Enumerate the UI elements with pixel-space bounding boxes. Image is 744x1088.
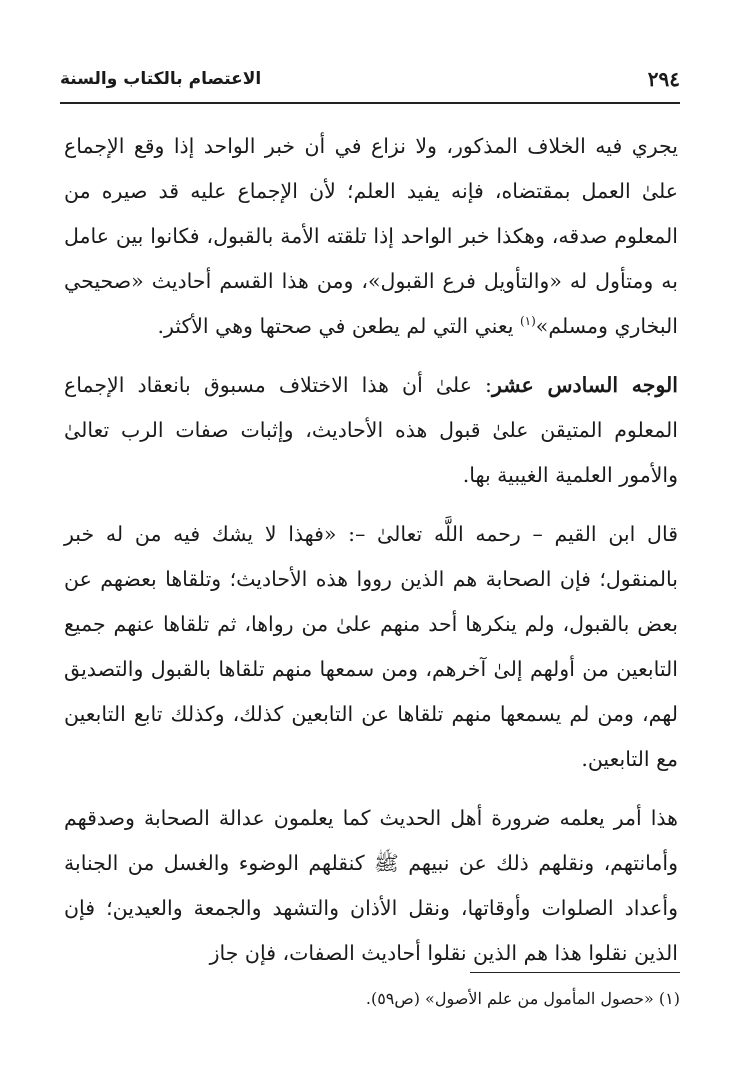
header-divider [60,102,680,104]
paragraph-2-text: : علىٰ أن هذا الاختلاف مسبوق بانعقاد الإجماع المعلوم المتيقن علىٰ قبول هذه الأحاديث، وإثبات صفات الرب تعالىٰ والأمور العلمية الغيبية بها. [64,373,678,487]
footnote-divider [470,972,680,973]
main-text [64,124,678,990]
paragraph-3: قال ابن القيم – رحمه اللَّه تعالىٰ –: «فهذا لا يشك فيه من له خبر بالمنقول؛ فإن الصحابة هم الذين رووا هذه الأحاديث؛ وتلقاها بعضهم عن بعض بالقبول، ولم ينكرها أحد منهم علىٰ من رواها، ثم تلقاها عنهم جميع التابعين من أولهم إلىٰ آخرهم، ومن سمعها منهم تلقاها بالقبول والتصديق لهم، ومن لم يسمعها منهم تلقاها عن التابعين كذلك، وكذلك تابع التابعين مع التابعين. [64,522,678,771]
paragraph-1 [64,124,678,349]
paragraph-1-tail: يعني التي لم يطعن في صحتها وهي الأكثر. [157,314,520,338]
footnote: (١) «حصول المأمول من علم الأصول» (ص٥٩). [365,989,680,1008]
paragraph-2 [64,363,678,498]
footnote-reference: (١) [519,314,536,329]
paragraph-1-text: يجري فيه الخلاف المذكور، ولا نزاع في أن خبر الواحد إذا وقع الإجماع علىٰ العمل بمقتضاه، فإنه يفيد العلم؛ لأن الإجماع عليه قد صيره من المعلوم صدقه، وهكذا خبر الواحد إذا تلقته الأمة بالقبول، فكانوا بين عامل به ومتأول له «والتأويل فرع القبول»، ومن هذا القسم أحاديث «صحيحي البخاري ومسلم» [64,134,678,338]
page-number: ٢٩٤ [647,67,680,91]
paragraph-2-heading: الوجه السادس عشر [491,373,678,397]
page-header [60,64,680,94]
running-title: الاعتصام بالكتاب والسنة [60,69,262,89]
paragraph-4: هذا أمر يعلمه ضرورة أهل الحديث كما يعلمون عدالة الصحابة وصدقهم وأمانتهم، ونقلهم ذلك عن نبيهم ﷺ كنقلهم الوضوء والغسل من الجنابة وأعداد الصلوات وأوقاتها، ونقل الأذان والتشهد والجمعة والعيدين؛ فإن الذين نقلوا هذا هم الذين نقلوا أحاديث الصفات، فإن جاز [64,806,678,965]
